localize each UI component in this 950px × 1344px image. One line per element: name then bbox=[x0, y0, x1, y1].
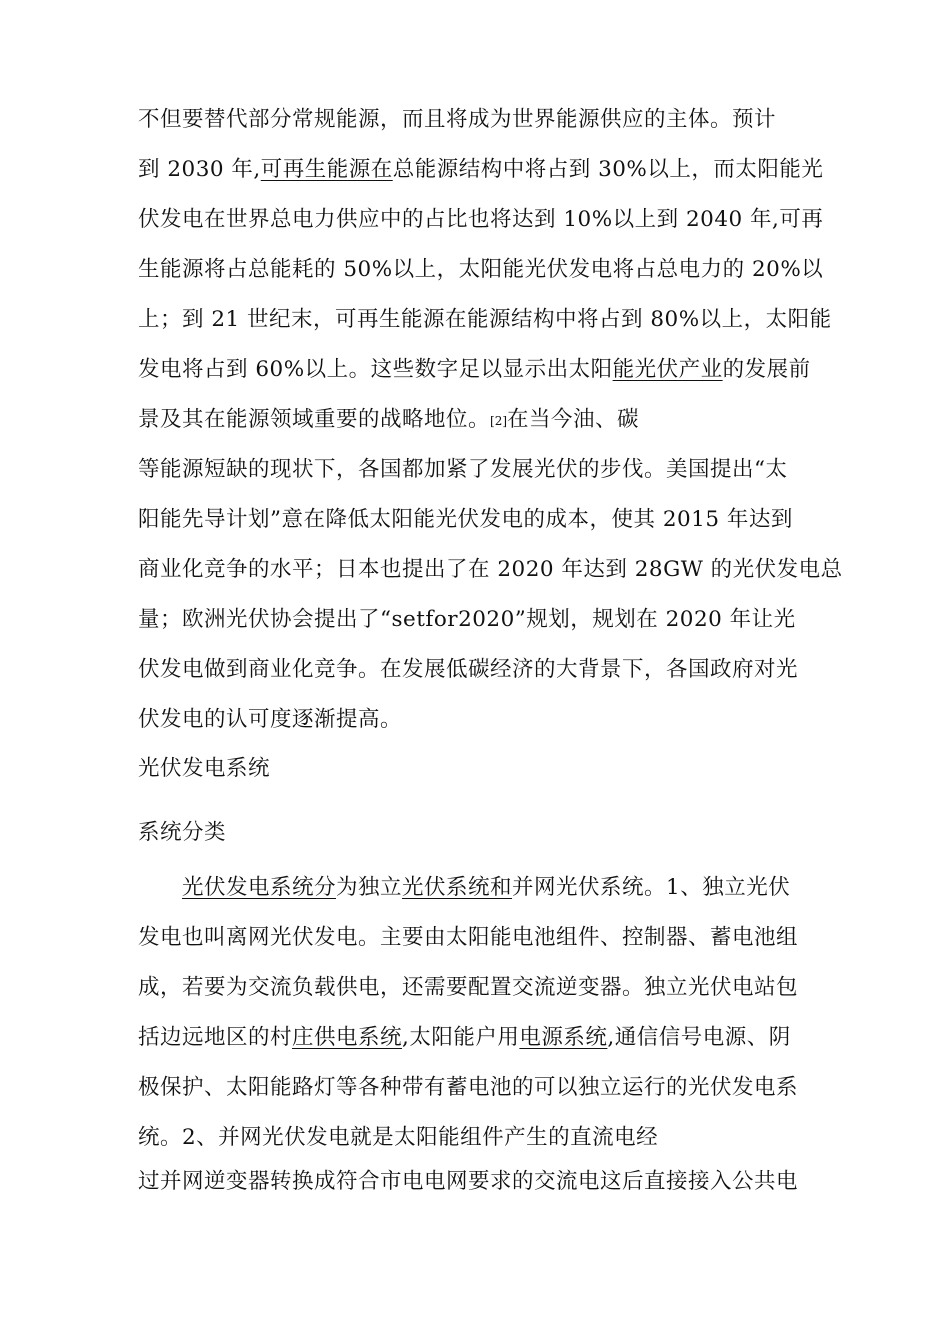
text-line: 发电也叫离网光伏发电。主要由太阳能电池组件、控制器、蓄电池组 bbox=[138, 925, 799, 950]
text-run: 括边远地区的村 bbox=[138, 1025, 293, 1050]
text-line: 上；到 21 世纪末，可再生能源在能源结构中将占到 80%以上，太阳能 bbox=[138, 307, 832, 332]
text-line: 伏发电在世界总电力供应中的占比也将达到 10%以上到 2040 年,可再 bbox=[138, 207, 824, 232]
text-line bbox=[138, 155, 823, 185]
text-line: 过并网逆变器转换成符合市电电网要求的交流电这后直接接入公共电 bbox=[138, 1169, 799, 1194]
link-pv-industry[interactable]: 能光伏产业 bbox=[612, 357, 723, 382]
text-line bbox=[138, 405, 639, 436]
text-run: 到 2030 年, bbox=[138, 157, 261, 182]
text-line: 生能源将占总能耗的 50%以上，太阳能光伏发电将占总电力的 20%以 bbox=[138, 257, 824, 282]
citation-reference[interactable]: [2] bbox=[490, 414, 508, 428]
text-line: 阳能先导计划”意在降低太阳能光伏发电的成本，使其 2015 年达到 bbox=[138, 507, 793, 532]
text-run: ,通信信号电源、阴 bbox=[607, 1025, 791, 1050]
link-power-system[interactable]: 电源系统 bbox=[519, 1025, 608, 1050]
text-run: 发电将占到 60%以上。这些数字足以显示出太阳 bbox=[138, 357, 613, 382]
text-line: 极保护、太阳能路灯等各种带有蓄电池的可以独立运行的光伏发电系 bbox=[138, 1075, 799, 1100]
text-line: 等能源短缺的现状下，各国都加紧了发展光伏的步伐。美国提出“太 bbox=[138, 457, 788, 482]
text-line: 商业化竞争的水平；日本也提出了在 2020 年达到 28GW 的光伏发电总 bbox=[138, 557, 843, 582]
section-heading: 光伏发电系统 bbox=[138, 756, 271, 781]
text-line: 不但要替代部分常规能源，而且将成为世界能源供应的主体。预计 bbox=[138, 107, 777, 132]
link-village-power-system[interactable]: 庄供电系统 bbox=[292, 1025, 403, 1050]
text-run: 景及其在能源领域重要的战略地位。 bbox=[138, 407, 491, 432]
text-line: 成，若要为交流负载供电，还需要配置交流逆变器。独立光伏电站包 bbox=[138, 975, 799, 1000]
text-line: 伏发电的认可度逐渐提高。 bbox=[138, 707, 403, 732]
subsection-heading: 系统分类 bbox=[138, 820, 227, 845]
link-pv-system[interactable]: 光伏系统和 bbox=[402, 875, 513, 900]
text-line: 伏发电做到商业化竞争。在发展低碳经济的大背景下，各国政府对光 bbox=[138, 657, 799, 682]
text-line bbox=[138, 1023, 791, 1053]
text-run: 为独立 bbox=[336, 875, 403, 900]
link-renewable-energy[interactable]: 可再生能源在 bbox=[260, 157, 393, 182]
link-pv-system-classification[interactable]: 光伏发电系统分 bbox=[182, 875, 337, 900]
text-run: 在当今油、碳 bbox=[507, 407, 640, 432]
text-run: 并网光伏系统。1、独立光伏 bbox=[512, 875, 791, 900]
text-run: ,太阳能户用 bbox=[402, 1025, 520, 1050]
text-line: 量；欧洲光伏协会提出了“setfor2020”规划，规划在 2020 年让光 bbox=[138, 607, 796, 632]
text-line bbox=[182, 873, 790, 903]
text-run: 总能源结构中将占到 30%以上，而太阳能光 bbox=[392, 157, 824, 182]
text-line bbox=[138, 355, 811, 385]
text-line: 统。2、并网光伏发电就是太阳能组件产生的直流电经 bbox=[138, 1125, 659, 1150]
text-run: 的发展前 bbox=[722, 357, 811, 382]
